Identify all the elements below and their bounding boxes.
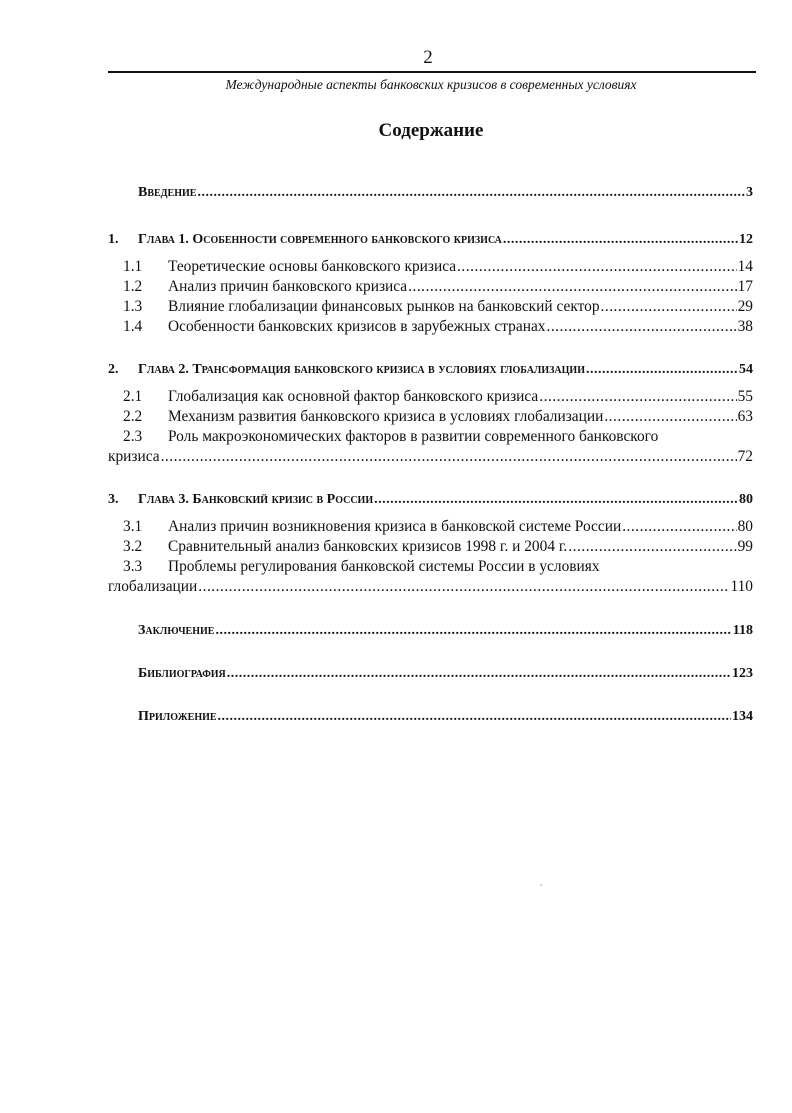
toc-entry-number: 3.3 — [123, 558, 143, 575]
toc-entry-chapter-2[interactable] — [108, 360, 753, 379]
toc-entry-1-3[interactable] — [108, 297, 753, 316]
toc-entry-page: 38 — [737, 318, 753, 335]
toc-entry-number: 3.1 — [123, 518, 143, 535]
toc-title: Содержание — [378, 120, 484, 141]
toc-entry-title: Библиография — [138, 666, 226, 681]
toc-entry-2-3[interactable] — [108, 427, 753, 446]
toc-entry-number: 3.2 — [123, 538, 143, 555]
toc-entry-1-1[interactable] — [108, 257, 753, 276]
dot-leader — [218, 707, 731, 726]
toc-entry-title: Заключение — [138, 623, 215, 638]
toc-entry-page: 110 — [730, 578, 753, 595]
dot-leader — [457, 257, 737, 276]
toc-entry-page: 54 — [739, 362, 753, 377]
toc-entry-page: 14 — [737, 258, 753, 275]
toc-entry-page: 99 — [737, 538, 753, 555]
scan-speck — [540, 884, 542, 886]
dot-leader — [568, 537, 736, 556]
toc-entry-page: 80 — [739, 492, 753, 507]
dot-leader — [197, 183, 745, 202]
toc-entry-number: 1. — [108, 232, 119, 247]
dot-leader — [604, 407, 736, 426]
dot-leader — [546, 317, 736, 336]
toc-entry-title: Введение — [138, 185, 197, 200]
toc-entry-chapter-3[interactable] — [108, 490, 753, 509]
dot-leader — [503, 230, 738, 249]
toc-entry-bibliography[interactable] — [108, 664, 753, 683]
toc-entry-3-3-continued[interactable] — [108, 577, 753, 596]
toc-entry-number: 3. — [108, 492, 119, 507]
toc-entry-title: Проблемы регулирования банковской системы России в условиях — [168, 558, 600, 575]
toc-entry-1-2[interactable] — [108, 277, 753, 296]
dot-leader — [198, 577, 729, 596]
toc-entry-title: Сравнительный анализ банковских кризисов 1998 г. и 2004 г. — [168, 538, 568, 555]
toc-entry-3-3[interactable] — [108, 557, 753, 576]
toc-entry-title: Влияние глобализации финансовых рынков на банковский сектор — [168, 298, 600, 315]
toc-entry-title: Глава 3. Банковский кризис в России — [138, 492, 374, 507]
dot-leader — [408, 277, 736, 296]
toc-entry-page: 63 — [737, 408, 753, 425]
dot-leader — [586, 360, 738, 379]
toc-entry-page: 55 — [737, 388, 753, 405]
toc-entry-number: 2.3 — [123, 428, 143, 445]
toc-entry-page: 17 — [737, 278, 753, 295]
toc-entry-page: 3 — [746, 185, 753, 200]
toc-entry-page: 72 — [737, 448, 753, 465]
toc-entry-number: 2.2 — [123, 408, 143, 425]
toc-entry-title: Глава 2. Трансформация банковского кризиса в условиях глобализации — [138, 362, 585, 377]
toc-entry-page: 29 — [737, 298, 753, 315]
toc-entry-page: 134 — [732, 709, 753, 724]
toc-entry-1-4[interactable] — [108, 317, 753, 336]
toc-entry-page: 123 — [732, 666, 753, 681]
toc-entry-number: 2.1 — [123, 388, 143, 405]
toc-entry-2-1[interactable] — [108, 387, 753, 406]
toc-entry-title-continued: кризиса — [108, 448, 160, 465]
toc-entry-title: Механизм развития банковского кризиса в условиях глобализации — [168, 408, 604, 425]
running-header: Международные аспекты банковских кризисов в современных условиях — [225, 77, 637, 92]
toc-entry-title: Приложение — [138, 709, 217, 724]
toc-entry-title: Роль макроэкономических факторов в развитии современного банковского — [168, 428, 659, 445]
dot-leader — [215, 621, 731, 640]
dot-leader — [601, 297, 737, 316]
toc-entry-number: 2. — [108, 362, 119, 377]
toc-entry-title: Анализ причин возникновения кризиса в банковской системе России — [168, 518, 622, 535]
header-rule — [108, 71, 756, 73]
toc-entry-appendix[interactable] — [108, 707, 753, 726]
page-number: 2 — [423, 47, 433, 68]
toc-entry-title-continued: глобализации — [108, 578, 198, 595]
toc-entry-title: Глава 1. Особенности современного банковского кризиса — [138, 232, 502, 247]
dot-leader — [539, 387, 736, 406]
toc-entry-page: 12 — [739, 232, 753, 247]
toc-entry-title: Анализ причин банковского кризиса — [168, 278, 408, 295]
toc-entry-number: 1.1 — [123, 258, 143, 275]
dot-leader — [227, 664, 731, 683]
toc-entry-title: Теоретические основы банковского кризиса — [168, 258, 457, 275]
toc-entry-title: Глобализация как основной фактор банковского кризиса — [168, 388, 539, 405]
toc-entry-chapter-1[interactable] — [108, 230, 753, 249]
toc-entry-2-3-continued[interactable] — [108, 447, 753, 466]
toc-entry-number: 1.2 — [123, 278, 143, 295]
toc-entry-page: 118 — [732, 623, 753, 638]
toc-entry-page: 80 — [737, 518, 753, 535]
toc-entry-number: 1.3 — [123, 298, 143, 315]
dot-leader — [374, 490, 738, 509]
dot-leader — [622, 517, 736, 536]
toc-entry-3-2[interactable] — [108, 537, 753, 556]
toc-entry-2-2[interactable] — [108, 407, 753, 426]
toc-entry-3-1[interactable] — [108, 517, 753, 536]
toc-entry-introduction[interactable] — [108, 183, 753, 202]
toc-entry-conclusion[interactable] — [108, 621, 753, 640]
toc-entry-number: 1.4 — [123, 318, 143, 335]
toc-entry-title: Особенности банковских кризисов в зарубежных странах — [168, 318, 546, 335]
dot-leader — [161, 447, 737, 466]
